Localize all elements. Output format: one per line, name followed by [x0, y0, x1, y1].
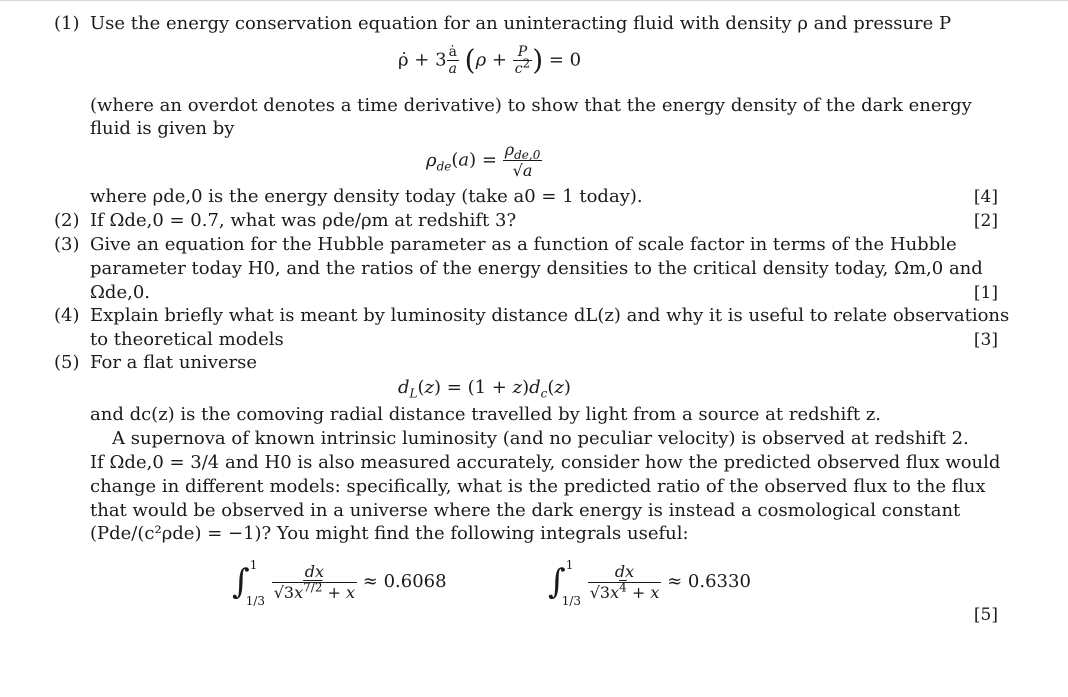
- integral-1-value: ≈ 0.6068: [362, 571, 447, 592]
- q5-para-3: change in different models: specifically, what is the predicted ratio of the observed flux to the flux: [90, 476, 986, 497]
- integral-2-numerator: dx: [614, 561, 635, 581]
- q5-para-5: (Pde/(c²ρde) = −1)? You might find the following integrals useful:: [90, 523, 689, 544]
- q2-number: (2): [54, 210, 80, 231]
- q3-text-a: Give an equation for the Hubble parameter as a function of scale factor in terms of the Hubble: [90, 234, 957, 255]
- q1-number: (1): [54, 13, 80, 34]
- q2-marks: [2]: [973, 211, 998, 231]
- q5-text-b: and dc(z) is the comoving radial distance travelled by light from a source at redshift z.: [90, 404, 882, 425]
- integral-2-upper: 1: [565, 558, 574, 572]
- q1-text2b: fluid is given by: [90, 118, 235, 139]
- q5-integral-2: ∫ 1 1/3 $\frac{dx}{√3x^4 + x}$ ≈ 0.6330: [548, 556, 751, 608]
- q1-marks: [4]: [973, 187, 998, 207]
- q1-text3: where ρde,0 is the energy density today (take a0 = 1 today).: [90, 186, 643, 207]
- q3-marks: [1]: [973, 283, 998, 303]
- q4-marks: [3]: [973, 330, 998, 350]
- q5-para-2: If Ωde,0 = 3/4 and H0 is also measured accurately, consider how the predicted observed flux would: [90, 452, 1001, 473]
- q1-equation: ρ̇ + 3 $\frac{ȧ}{a}$ (ρ + $\frac{P}{c^2}$ ) = 0: [398, 43, 582, 77]
- q4-number: (4): [54, 305, 80, 326]
- q5-integral-1: ∫ 1 1/3 $\frac{dx}{√3x^{7/2} + x}$ ≈ 0.6068: [232, 556, 447, 608]
- integral-1-numerator: dx: [304, 561, 325, 581]
- q1-text2a: (where an overdot denotes a time derivative) to show that the energy density of the dark energy: [90, 95, 972, 116]
- q1-text: Use the energy conservation equation for an uninteracting fluid with density ρ and pressure P: [90, 13, 952, 34]
- q4-text-b: to theoretical models: [90, 329, 284, 350]
- q5-para-4: that would be observed in a universe where the dark energy is instead a cosmological constant: [90, 500, 961, 521]
- integral-2-value: ≈ 0.6330: [667, 571, 751, 592]
- q3-text-c: Ωde,0.: [90, 282, 150, 303]
- q4-text-a: Explain briefly what is meant by luminosity distance dL(z) and why it is useful to relate observations: [90, 305, 1010, 326]
- q5-para-1: A supernova of known intrinsic luminosity (and no peculiar velocity) is observed at redshift 2.: [112, 428, 969, 449]
- q3-text-b: parameter today H0, and the ratios of the energy densities to the critical density today, Ωm,0 and: [90, 258, 983, 279]
- top-border: [0, 0, 1068, 1]
- integral-1-lower: 1/3: [245, 594, 266, 608]
- q5-text-a: For a flat universe: [90, 352, 258, 373]
- q2-text: If Ωde,0 = 0.7, what was ρde/ρm at redshift 3?: [90, 210, 517, 231]
- integral-2-lower: 1/3: [561, 594, 582, 608]
- integral-1-upper: 1: [249, 558, 258, 572]
- q5-number: (5): [54, 352, 80, 373]
- q3-number: (3): [54, 234, 80, 255]
- q5-marks: [5]: [973, 605, 998, 625]
- q1-equation2: $\rho_{de}(a)$ = $\frac{\rho_{de,0}}{√a}$: [426, 140, 541, 180]
- q5-equation: $d_L(z) = (1 + z)d_c(z)$: [398, 377, 571, 401]
